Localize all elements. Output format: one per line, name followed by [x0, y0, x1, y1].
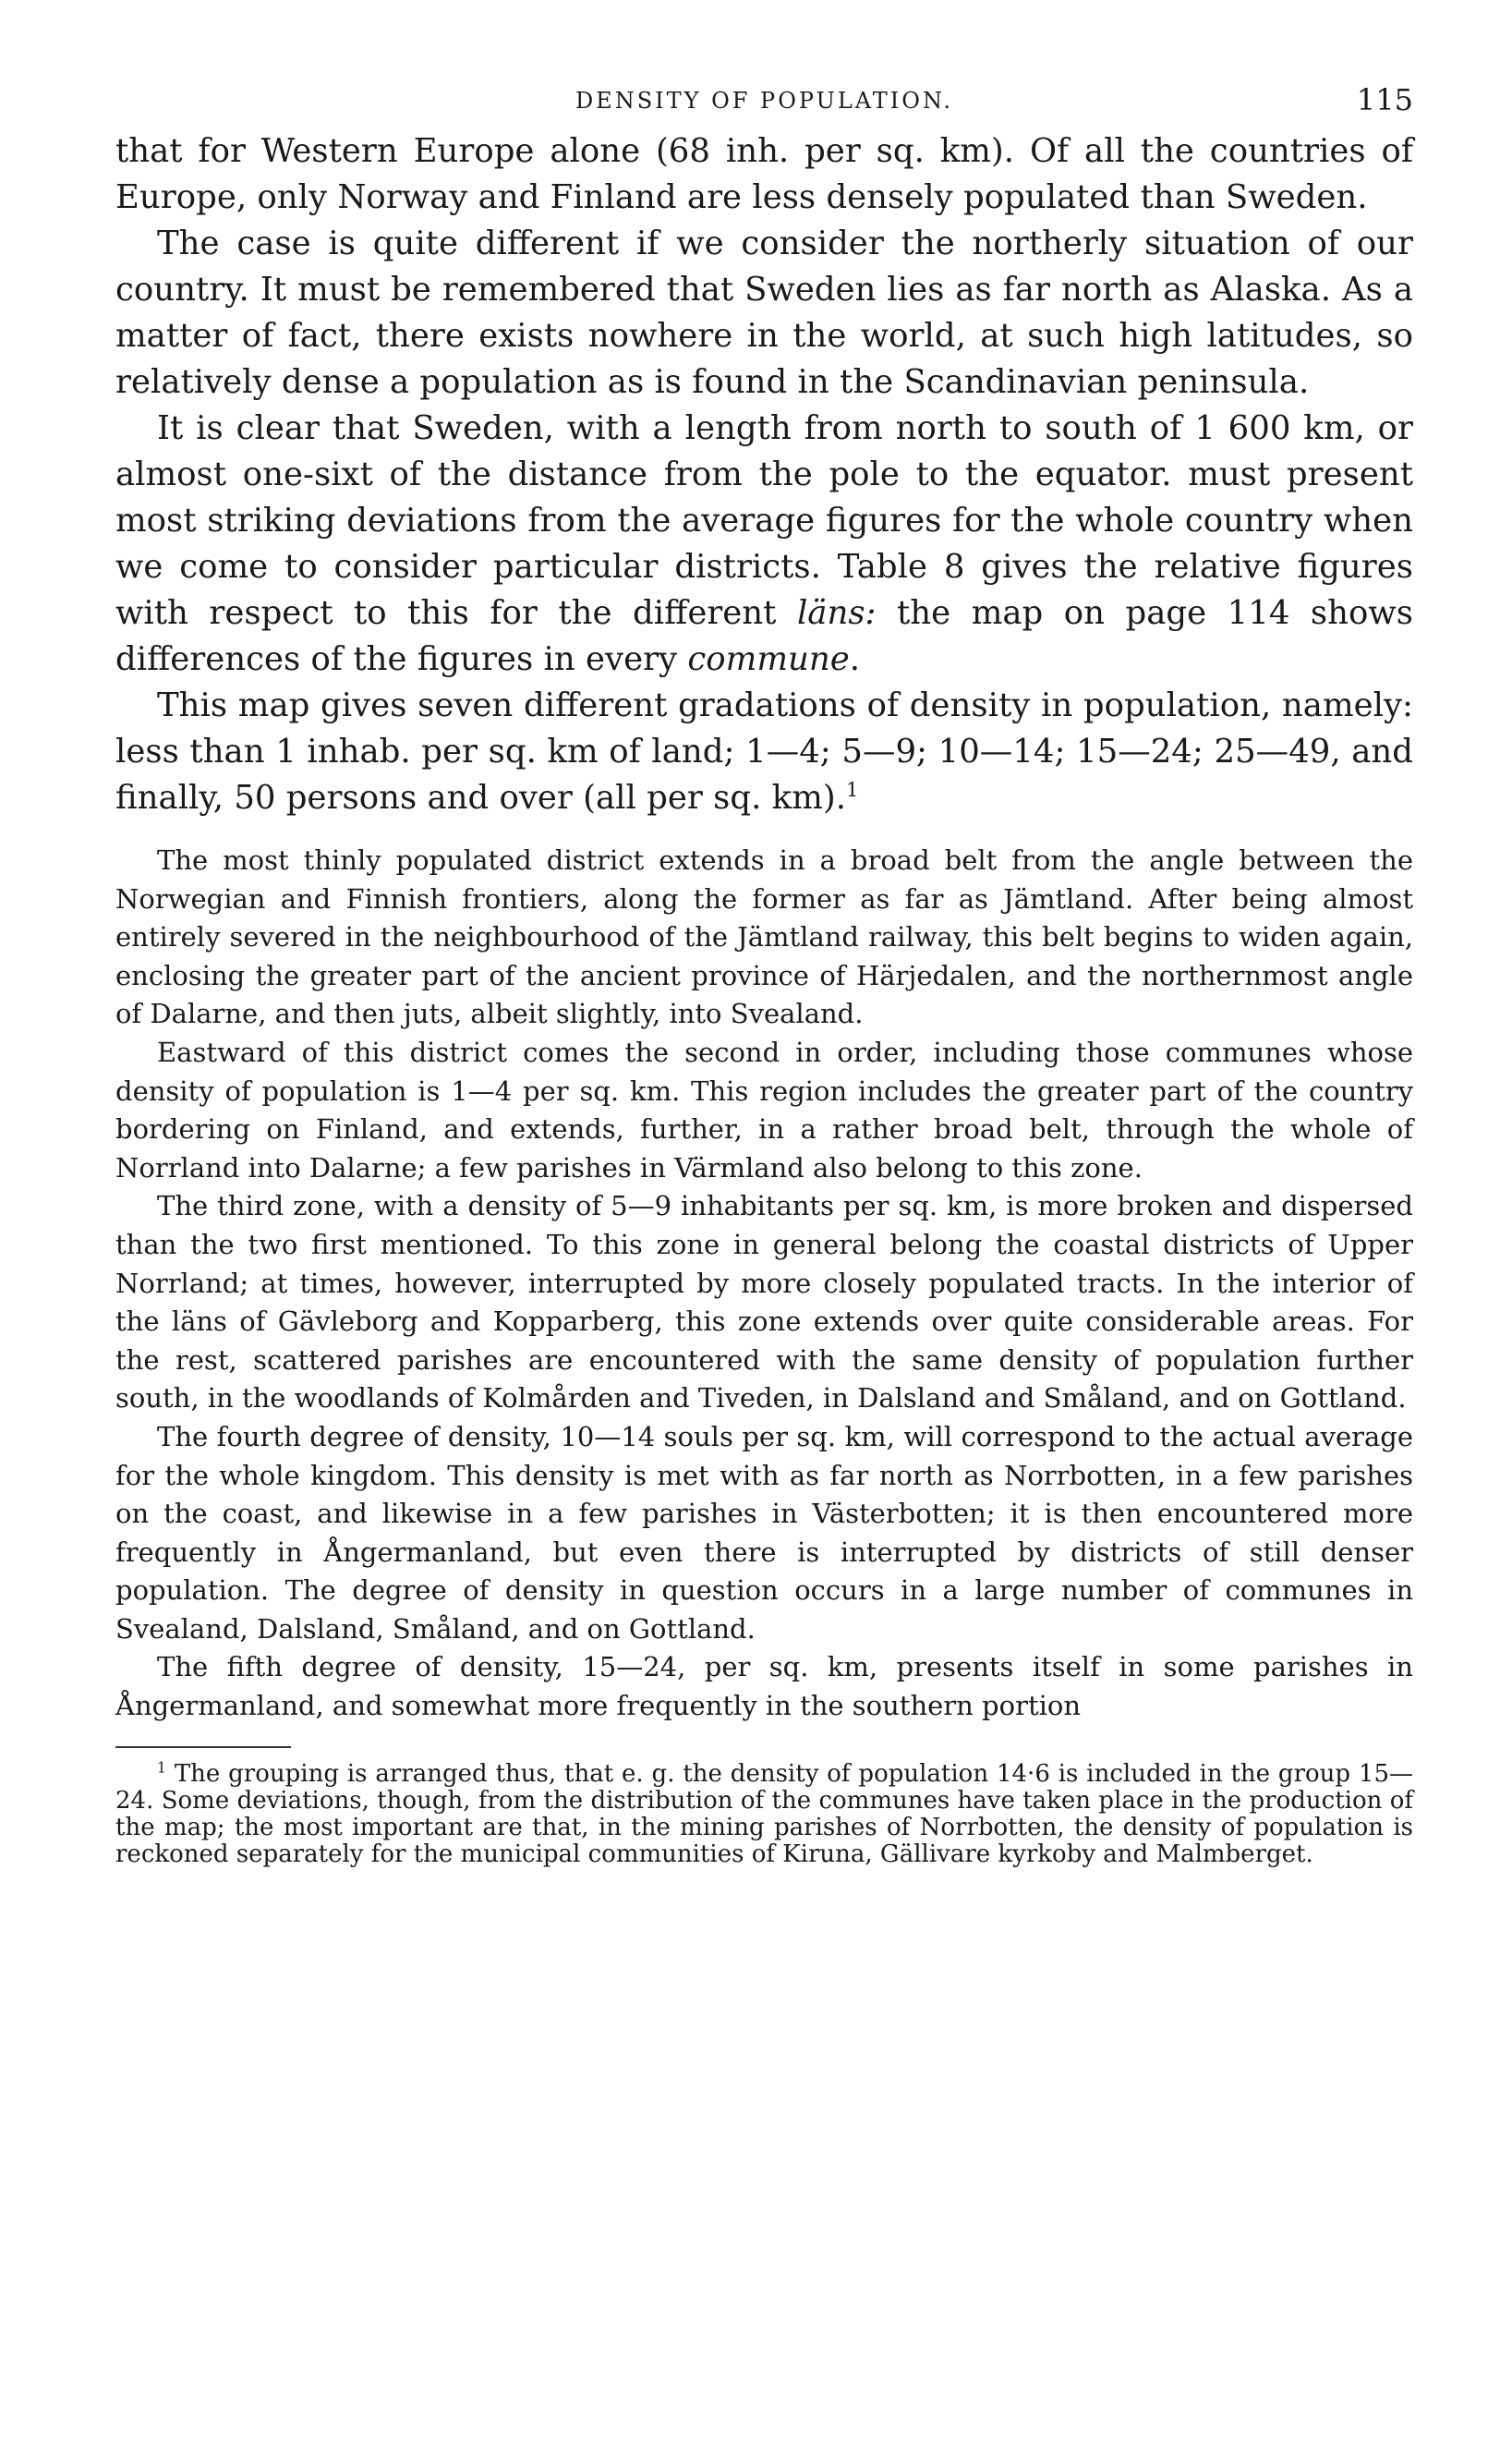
paragraph-zone-4: The fourth degree of density, 10—14 souls per sq. km, will correspond to the actual average for the whole kingdom. This density is met with as far north as Norrbotten, in a few parishes on the coast, and likewise in a few parishes in Västerbotten; it is then encountered more frequently in Ångermanland, but even there is interrupted by districts of still denser population. The degree of density in question occurs in a large number of communes in Svealand, Dalsland, Småland, and on Gottland. — [115, 1420, 1413, 1645]
italic-term-commune: commune — [687, 640, 850, 678]
footnote — [115, 1761, 1413, 1868]
paragraph-text-part: the map on page 114 shows differences of the figures in every — [115, 594, 1413, 678]
detail-text — [115, 842, 1413, 1726]
paragraph-zone-5: The fifth degree of density, 15—24, per sq. km, presents itself in some parishes in Ångermanland, and somewhat more frequently in the southern portion — [115, 1651, 1413, 1722]
main-text — [115, 128, 1413, 821]
running-head — [115, 82, 1413, 128]
footnote-text — [115, 1761, 1413, 1868]
italic-term-lans: läns: — [796, 594, 877, 632]
paragraph-text-part: This map gives seven different gradations of density in population, namely: less than 1 inhab. per sq. km of land; 1—4; 5—9; 10—14; 15—24; 25—49, and finally, 50 persons and over (all per sq. km). — [115, 686, 1413, 817]
paragraph-zone-3: The third zone, with a density of 5—9 inhabitants per sq. km, is more broken and dispersed than the two first mentioned. To this zone in general belong the coastal districts of Upper Norrland; at times, however, interrupted by more closely populated tracts. In the interior of the läns of Gävleborg and Kopparberg, this zone extends over quite considerable areas. For the rest, scattered parishes are encountered with the same density of population further south, in the woodlands of Kolmården and Tiveden, in Dalsland and Småland, and on Gottland. — [115, 1190, 1413, 1415]
footnote-reference: 1 — [845, 779, 859, 803]
footnote-body: The grouping is arranged thus, that e. g. the density of population 14·6 is included in the group 15—24. Some deviations, though, from the distribution of the communes have taken place in the production of the map; the most important are that, in the mining parishes of Norrbotten, the density of population is reckoned separately for the municipal communities of Kiruna, Gällivare kyrkoby and Malmberget. — [115, 1759, 1414, 1868]
paragraph-northerly-situation: The case is quite different if we consider the northerly situation of our country. It must be remembered that Sweden lies as far north as Alaska. As a matter of fact, there exists nowhere in the world, at such high latitudes, so relatively dense a population as is found in the Scandinavian peninsula. — [115, 225, 1413, 401]
paragraph-text-part: . — [849, 640, 861, 678]
paragraph-gradations — [115, 683, 1413, 821]
page — [115, 82, 1414, 1868]
footnote-mark: 1 — [157, 1759, 166, 1776]
paragraph-deviations — [115, 406, 1413, 683]
paragraph-continued: that for Western Europe alone (68 inh. per sq. km). Of all the countries of Europe, only Norway and Finland are less densely populated than Sweden. — [115, 132, 1413, 216]
paragraph-zone-2: Eastward of this district comes the second in order, including those communes whose density of population is 1—4 per sq. km. This region includes the greater part of the country bordering on Finland, and extends, further, in a rather broad belt, through the whole of Norrland into Dalarne; a few parishes in Värmland also belong to this zone. — [115, 1036, 1413, 1184]
paragraph-zone-1: The most thinly populated district extends in a broad belt from the angle between the Norwegian and Finnish frontiers, along the former as far as Jämtland. After being almost entirely severed in the neighbourhood of the Jämtland railway, this belt begins to widen again, enclosing the greater part of the ancient province of Härjedalen, and the northernmost angle of Dalarne, and then juts, albeit slightly, into Svealand. — [115, 844, 1413, 1030]
paragraph-text-part: It is clear that Sweden, with a length from north to south of 1 600 km, or almost one-sixt of the distance from the pole to the equator. must present most striking deviations from the average figures for the whole country when we come to consider particular districts. Table 8 gives the relative figures with respect to this for the different — [115, 409, 1413, 632]
page-number: 115 — [1356, 82, 1413, 117]
running-title: DENSITY OF POPULATION. — [575, 88, 954, 114]
footnote-divider — [115, 1746, 291, 1748]
